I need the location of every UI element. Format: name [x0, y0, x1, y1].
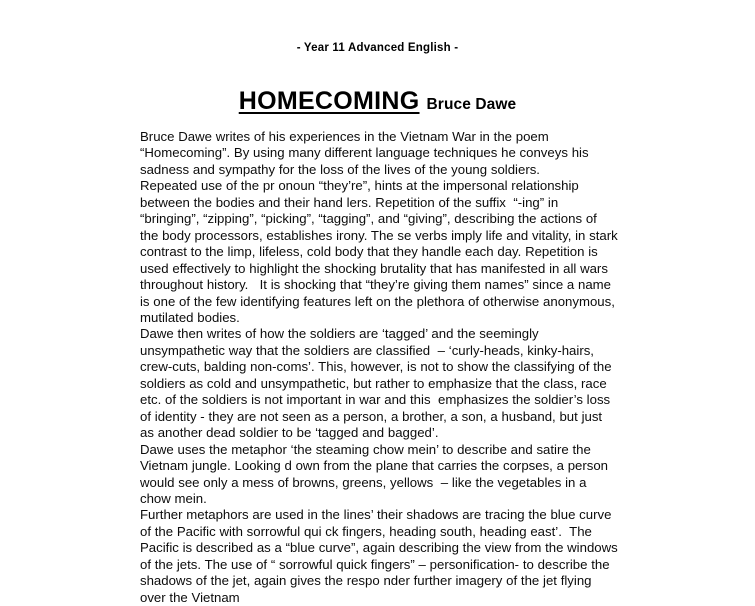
body-paragraph: Bruce Dawe writes of his experiences in the Vietnam War in the poem “Homecoming”. By using many different language techniques he conveys his sadness and sympathy for the loss of the lives of the young soldiers.: [140, 129, 593, 177]
body-paragraph: Repeated use of the pr onoun “they’re”, hints at the impersonal relationship between the bodies and their hand lers. Repetition of the suffix “-ing” in “bringing”, “zipping”, “picking”, “tagging”, and “giving”, describing the actions of the body processors, establishes irony. The se verbs imply life and vitality, in stark contrast to the limp, lifeless, cold body that they handle each day. Repetition is used effectively to highlight the shocking brutality that has manifested in all wars throughout history. It is shocking that “they’re giving them names” since a name is one of the few identifying features left on the plethora of otherwise anonymous, mutilated bodies.: [140, 178, 622, 325]
document-title-block: [0, 88, 755, 118]
document-author: Bruce Dawe: [426, 96, 517, 113]
body-paragraph: Dawe uses the metaphor ‘the steaming chow mein’ to describe and satire the Vietnam jungle. Looking d own from the plane that carries the corpses, a person would see only a mess of browns, greens, yellows – like the vegetables in a chow mein.: [140, 441, 612, 506]
document-running-header: - Year 11 Advanced English -: [296, 42, 459, 54]
page-title: HOMECOMING: [238, 87, 420, 115]
body-paragraph: Dawe then writes of how the soldiers are ‘tagged’ and the seemingly unsympathetic way that the soldiers are classified – ‘curly-heads, kinky-hairs, crew-cuts, balding non-coms’. This, however, is not to show the classifying of the soldiers as cold and unsympathetic, but rather to emphasize that the class, race etc. of the soldiers is not important in war and this emphasizes the soldier’s loss of identity - they are not seen as a person, a brother, a son, a husband, but just as another dead soldier to be ‘tagged and bagged’.: [140, 326, 616, 441]
document-body: [140, 129, 622, 606]
body-paragraph: Further metaphors are used in the lines’ their shadows are tracing the blue curve of the Pacific with sorrowful qui ck fingers, heading south, heading east’. The Pacific is described as a “blue curve”, again describing the view from the windows of the jets. The use of “ sorrowful quick fingers” – personification- to describe the shadows of the jet, again gives the respo nder further imagery of the jet flying over the Vietnam: [140, 507, 622, 605]
